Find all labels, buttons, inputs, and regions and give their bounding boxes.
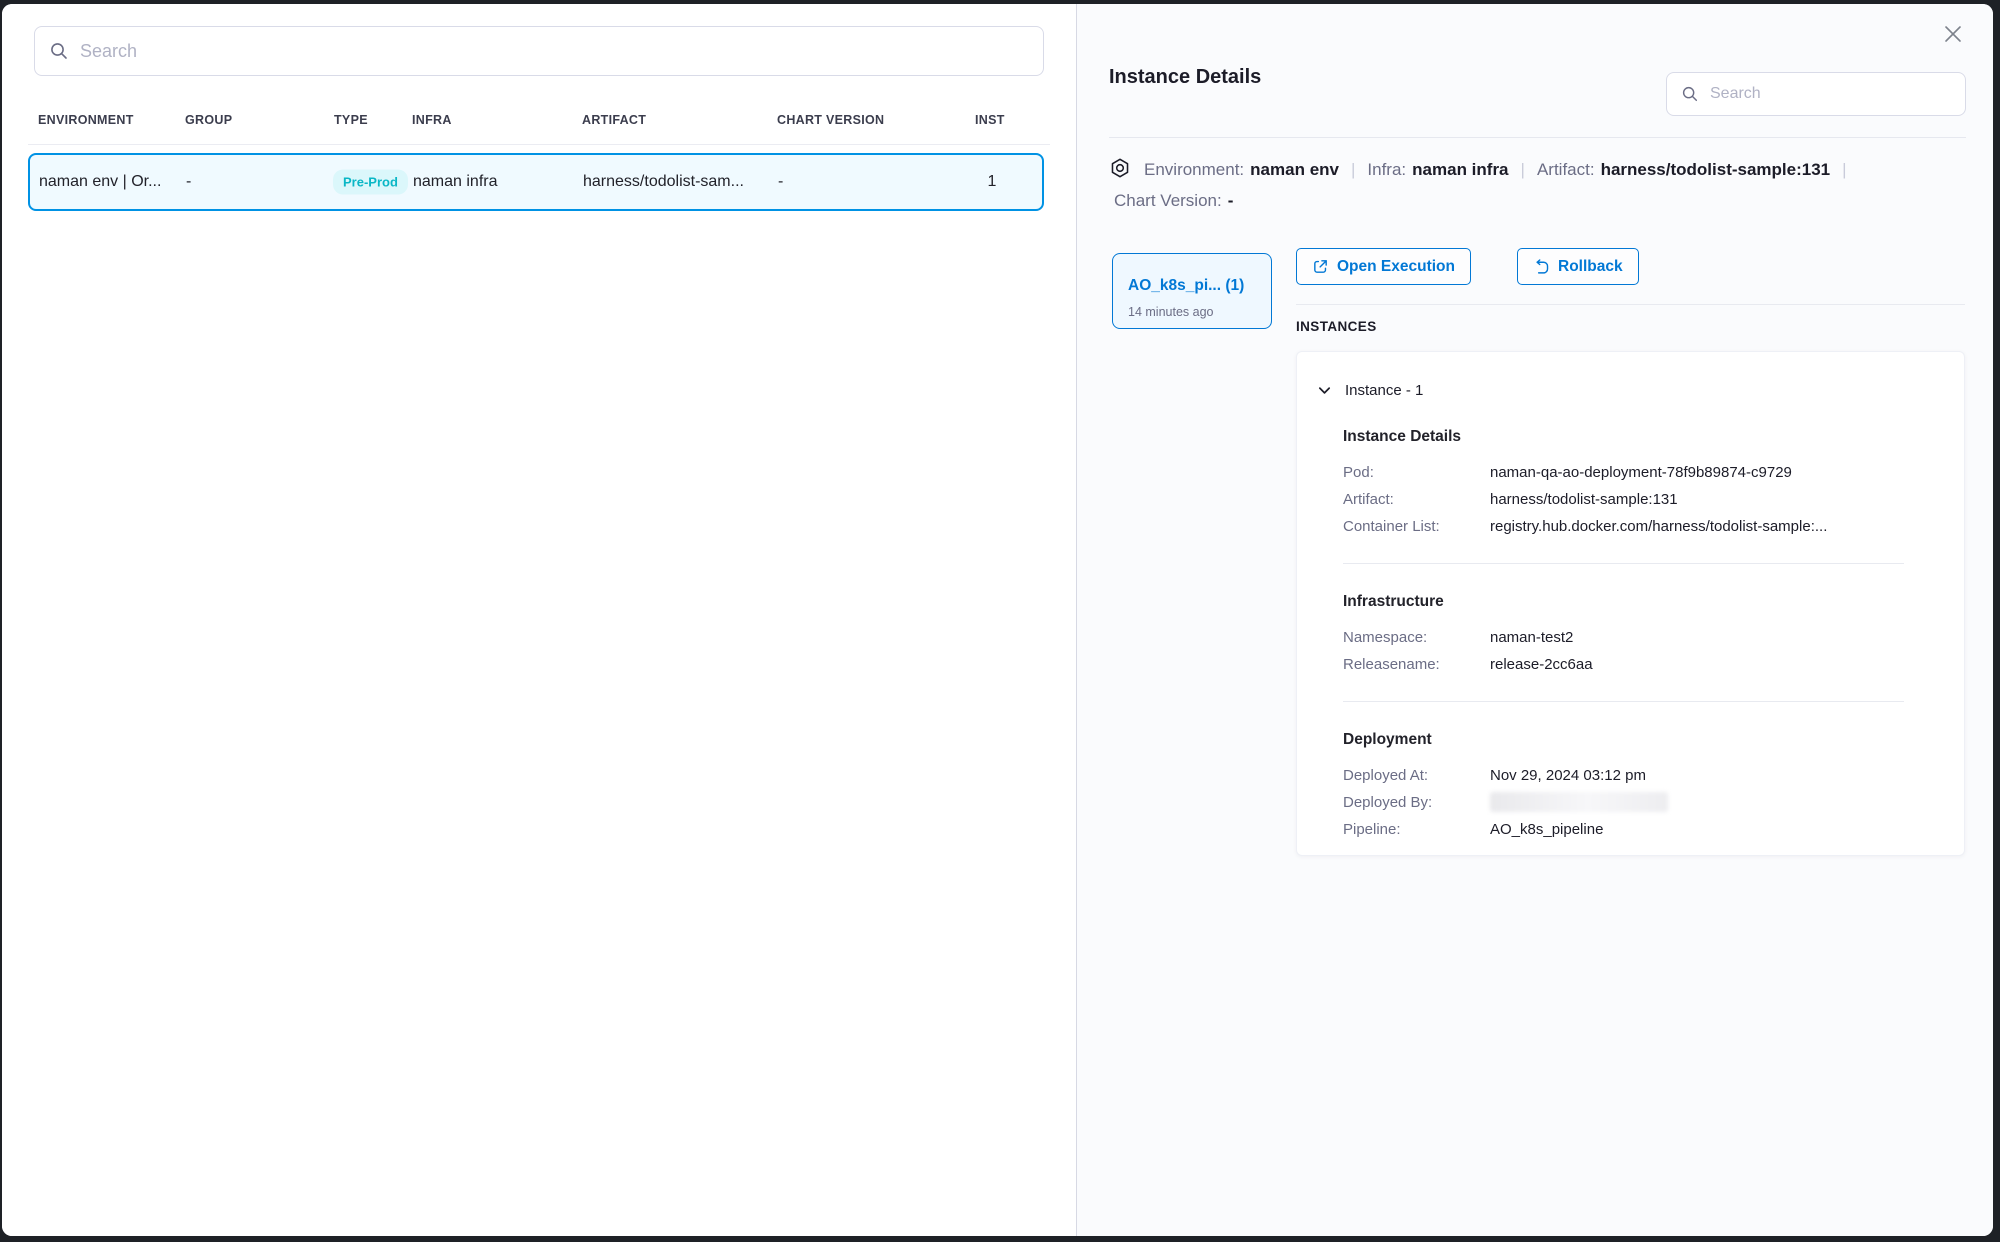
external-link-icon	[1312, 258, 1329, 275]
separator: |	[1842, 160, 1847, 179]
field-artifact	[1343, 486, 1904, 513]
field-label: Pipeline:	[1343, 821, 1401, 838]
field-namespace	[1343, 624, 1904, 651]
instance-details-drawer	[1077, 4, 1993, 1236]
table-row-selected[interactable]	[28, 153, 1044, 211]
field-label: Namespace:	[1343, 629, 1428, 646]
col-header-artifact: ARTIFACT	[582, 113, 647, 127]
open-execution-label: Open Execution	[1337, 257, 1455, 275]
environment-label: Environment:	[1144, 160, 1245, 179]
infra-label: Infra:	[1367, 160, 1407, 179]
rollback-button[interactable]	[1517, 248, 1639, 285]
cell-environment: naman env | Or...	[39, 173, 162, 190]
field-value: harness/todolist-sample:131	[1490, 491, 1678, 508]
close-button[interactable]	[1937, 18, 1969, 50]
search-input[interactable]	[80, 41, 1029, 62]
panel-search[interactable]	[1666, 72, 1966, 116]
instance-details-modal	[2, 4, 1993, 1236]
col-header-type: TYPE	[334, 113, 368, 127]
field-pod	[1343, 459, 1904, 486]
field-releasename	[1343, 651, 1904, 678]
panel-title: Instance Details	[1109, 66, 1262, 88]
cell-chart-version: -	[778, 173, 784, 190]
environments-table-pane	[2, 4, 1077, 1236]
field-label: Deployed At:	[1343, 767, 1429, 784]
section-heading-instance-details: Instance Details	[1343, 428, 1462, 445]
instances-card	[1296, 351, 1965, 856]
rollback-label: Rollback	[1558, 257, 1623, 275]
cell-group: -	[186, 173, 192, 190]
field-value: Nov 29, 2024 03:12 pm	[1490, 767, 1646, 784]
instances-heading: INSTANCES	[1296, 319, 1377, 334]
execution-card-title: AO_k8s_pi... (1)	[1128, 276, 1245, 294]
instance-expander[interactable]	[1317, 382, 1904, 399]
field-pipeline	[1343, 816, 1904, 843]
artifact-label: Artifact:	[1536, 160, 1595, 179]
field-value: naman-qa-ao-deployment-78f9b89874-c9729	[1490, 464, 1792, 481]
close-icon	[1942, 23, 1964, 45]
rollback-icon	[1533, 258, 1550, 275]
field-label: Container List:	[1343, 518, 1440, 535]
col-header-group: GROUP	[185, 113, 233, 127]
search-icon	[1681, 85, 1699, 103]
col-header-inst: INST	[975, 113, 1005, 127]
field-value: AO_k8s_pipeline	[1490, 821, 1604, 838]
field-deployed-at	[1343, 762, 1904, 789]
cell-inst-count: 1	[987, 173, 997, 190]
separator: |	[1350, 160, 1356, 179]
artifact-value: harness/todolist-sample:131	[1600, 160, 1831, 179]
chart-version-label: Chart Version:	[1114, 191, 1222, 210]
panel-search-input[interactable]	[1710, 85, 1951, 103]
section-heading-deployment: Deployment	[1343, 731, 1432, 748]
execution-card-time: 14 minutes ago	[1128, 304, 1214, 319]
field-label: Deployed By:	[1343, 794, 1433, 811]
field-label: Releasename:	[1343, 656, 1440, 673]
search-icon	[49, 41, 69, 61]
field-label: Artifact:	[1343, 491, 1394, 508]
col-header-chart-version: CHART VERSION	[777, 113, 885, 127]
section-heading-infrastructure: Infrastructure	[1343, 593, 1444, 610]
cell-infra: naman infra	[413, 173, 498, 190]
col-header-environment: ENVIRONMENT	[38, 113, 134, 127]
deployment-summary	[1109, 154, 1989, 216]
environment-value: naman env	[1250, 160, 1339, 179]
field-deployed-by	[1343, 789, 1904, 816]
field-value: naman-test2	[1490, 629, 1574, 646]
panel-header-divider	[1109, 137, 1966, 138]
section-divider	[1343, 701, 1904, 702]
chart-version-value: -	[1227, 191, 1234, 210]
table-search[interactable]	[34, 26, 1044, 76]
col-header-infra: INFRA	[412, 113, 452, 127]
field-value: registry.hub.docker.com/harness/todolist-sample:...	[1490, 518, 1828, 535]
open-execution-button[interactable]	[1296, 248, 1471, 285]
execution-card[interactable]	[1112, 253, 1272, 329]
cell-artifact: harness/todolist-sam...	[583, 173, 744, 190]
field-value: release-2cc6aa	[1490, 656, 1593, 673]
type-badge-pre-prod: Pre-Prod	[333, 170, 408, 195]
infra-value: naman infra	[1412, 160, 1509, 179]
separator: |	[1520, 160, 1525, 179]
field-label: Pod:	[1343, 464, 1374, 481]
redacted-deployed-by-value	[1490, 792, 1668, 812]
section-divider	[1343, 563, 1904, 564]
environment-icon	[1109, 157, 1131, 179]
chevron-down-icon	[1317, 383, 1332, 398]
instances-divider	[1296, 304, 1965, 305]
table-header-divider	[28, 144, 1050, 145]
field-container-list	[1343, 513, 1904, 540]
instance-title: Instance - 1	[1345, 382, 1424, 399]
